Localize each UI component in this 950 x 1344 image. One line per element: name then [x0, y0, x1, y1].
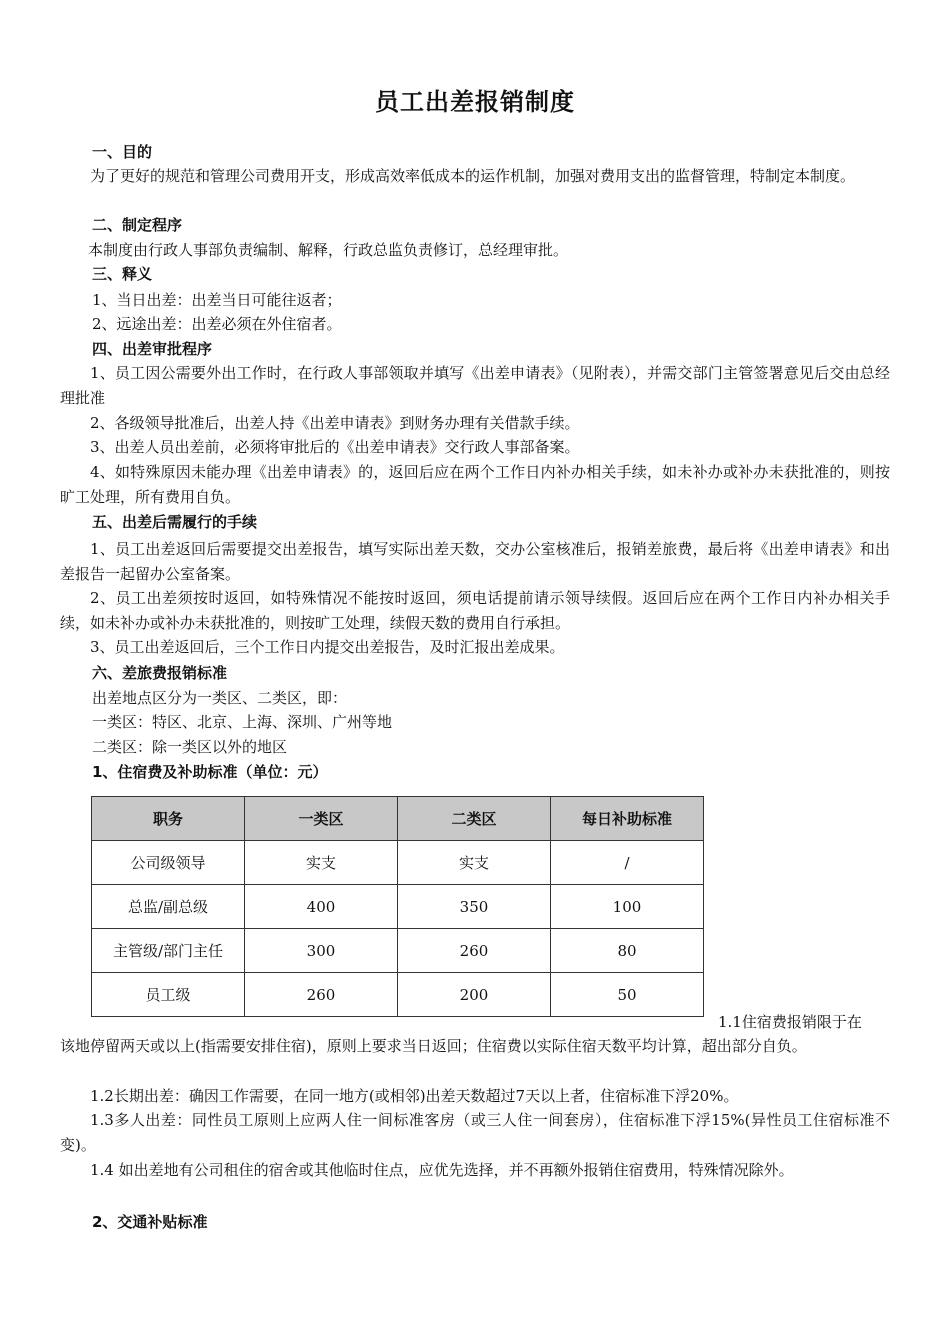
after-trip-item: 1、员工出差返回后需要提交出差报告，填写实际出差天数，交办公室核准后，报销差旅费，最后将《出差申请表》和出差报告一起留办公室备案。: [60, 540, 890, 583]
after-trip-item: 3、员工出差返回后，三个工作日内提交出差报告，及时汇报出差成果。: [90, 638, 565, 656]
region-intro: 出差地点区分为一类区、二类区，即：: [92, 689, 348, 707]
table-header-cell: 一类区: [245, 797, 398, 841]
lodging-standard-table: [91, 796, 704, 1017]
lodging-note-1-start: 1.1住宿费报销限于在: [718, 1013, 862, 1031]
after-trip-item: 2、员工出差须按时返回，如特殊情况不能按时返回，须电话提前请示领导续假。返回后应在两个工作日内补办相关手续，如未补办或补办未获批准的，则按旷工处理，续假天数的费用自行承担。: [60, 589, 890, 632]
table-cell: 总监/副总级: [92, 885, 245, 929]
definition-item: 1、当日出差：出差当日可能往返者；: [92, 291, 342, 309]
table-cell: 350: [398, 885, 551, 929]
table-cell: 300: [245, 929, 398, 973]
section-purpose-text: 为了更好的规范和管理公司费用开支，形成高效率低成本的运作机制，加强对费用支出的监督管理，特制定本制度。: [90, 167, 856, 185]
table-cell: 公司级领导: [92, 841, 245, 885]
transport-standard-heading: 2、交通补贴标准: [92, 1213, 208, 1231]
table-header-row: [92, 797, 704, 841]
document-title: 员工出差报销制度: [375, 88, 575, 116]
table-cell: 400: [245, 885, 398, 929]
table-cell: 100: [551, 885, 704, 929]
table-row: [92, 929, 704, 973]
table-cell: 200: [398, 973, 551, 1017]
section-procedure-heading: 二、制定程序: [92, 216, 183, 234]
section-procedure-text: 本制度由行政人事部负责编制、解释，行政总监负责修订，总经理审批。: [88, 241, 569, 259]
table-header-cell: 二类区: [398, 797, 551, 841]
approval-item: 2、各级领导批准后，出差人持《出差申请表》到财务办理有关借款手续。: [90, 414, 580, 432]
table-cell: 80: [551, 929, 704, 973]
definition-item: 2、远途出差：出差必须在外住宿者。: [92, 315, 342, 333]
section-approval-heading: 四、出差审批程序: [92, 340, 213, 358]
table-cell: 50: [551, 973, 704, 1017]
region-class-2: 二类区：除一类区以外的地区: [92, 738, 288, 756]
table-cell: 主管级/部门主任: [92, 929, 245, 973]
section-reimbursement-heading: 六、差旅费报销标准: [92, 664, 228, 682]
table-row: [92, 885, 704, 929]
table-cell: 员工级: [92, 973, 245, 1017]
approval-item: 4、如特殊原因未能办理《出差申请表》的，返回后应在两个工作日内补办相关手续，如未补办或补办未获批准的，则按旷工处理，所有费用自负。: [60, 463, 890, 506]
approval-item: 3、出差人员出差前，必须将审批后的《出差申请表》交行政人事部备案。: [90, 438, 580, 456]
table-cell: /: [551, 841, 704, 885]
table-cell: 实支: [245, 841, 398, 885]
table-row: [92, 841, 704, 885]
section-definitions-heading: 三、释义: [92, 265, 153, 283]
lodging-note-4: 1.4 如出差地有公司租住的宿舍或其他临时住点，应优先选择，并不再额外报销住宿费用，特殊情况除外。: [90, 1161, 794, 1179]
approval-item: 1、员工因公需要外出工作时，在行政人事部领取并填写《出差申请表》（见附表），并需交部门主管签署意见后交由总经理批准: [60, 364, 890, 407]
table-cell: 260: [245, 973, 398, 1017]
lodging-note-1: 该地停留两天或以上(指需要安排住宿)，原则上要求当日返回；住宿费以实际住宿天数平均计算，超出部分自负。: [60, 1037, 807, 1055]
section-after-trip-heading: 五、出差后需履行的手续: [92, 513, 258, 531]
region-class-1: 一类区：特区、北京、上海、深圳、广州等地: [92, 713, 393, 731]
lodging-note-3: 1.3多人出差：同性员工原则上应两人住一间标准客房（或三人住一间套房），住宿标准下浮15%(异性员工住宿标准不变)。: [60, 1111, 890, 1154]
lodging-standard-heading: 1、住宿费及补助标准（单位：元）: [92, 763, 328, 781]
table-header-cell: 职务: [92, 797, 245, 841]
table-cell: 实支: [398, 841, 551, 885]
table-cell: 260: [398, 929, 551, 973]
table-header-cell: 每日补助标准: [551, 797, 704, 841]
table-row: [92, 973, 704, 1017]
lodging-note-2: 1.2长期出差：确因工作需要，在同一地方(或相邻)出差天数超过7天以上者，住宿标准下浮20%。: [90, 1087, 739, 1105]
section-purpose-heading: 一、目的: [92, 143, 153, 161]
